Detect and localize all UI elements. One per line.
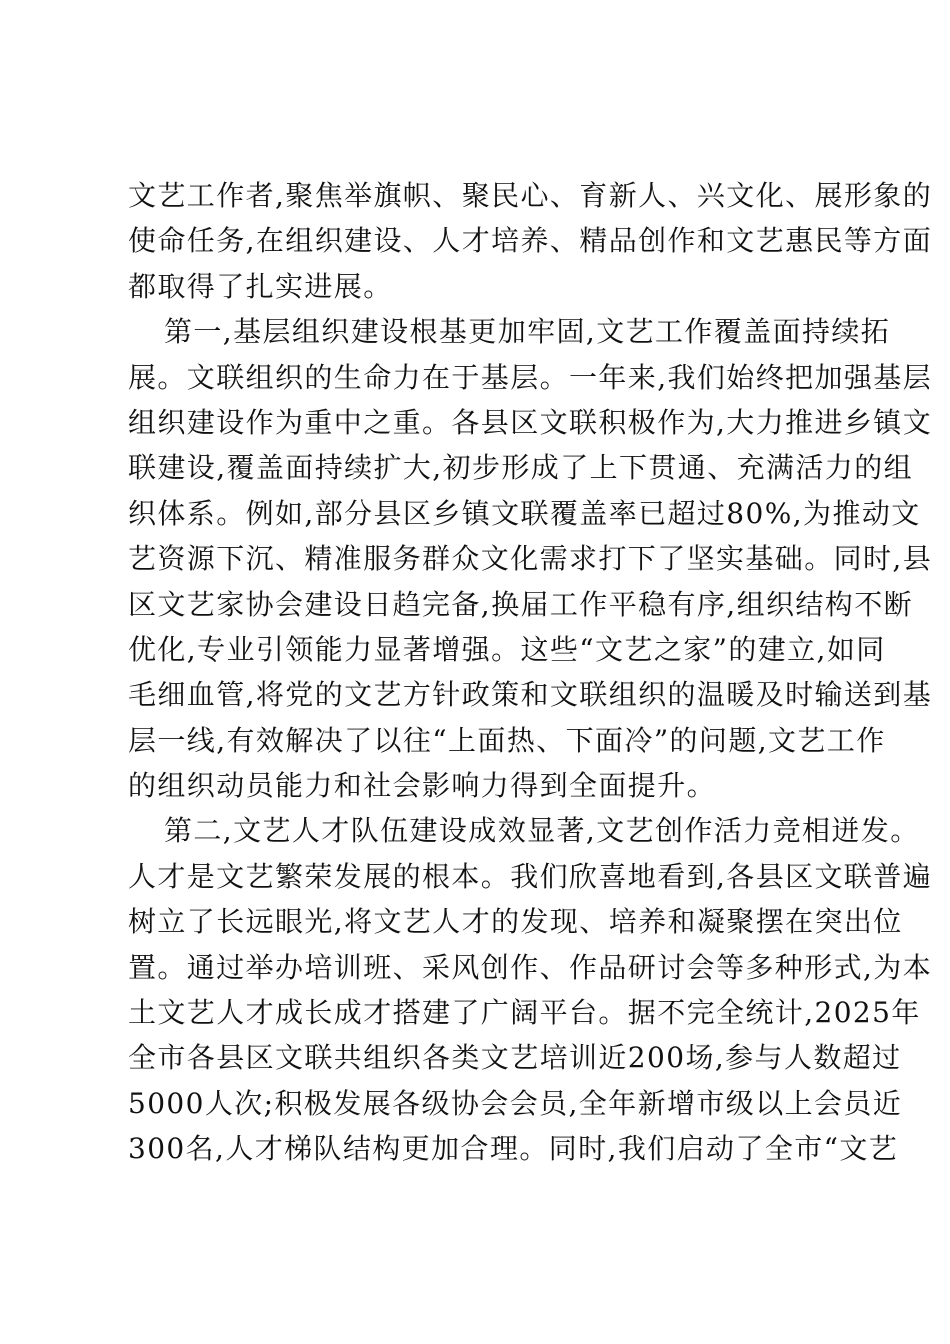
text-line: 置。通过举办培训班、采风创作、作品研讨会等多种形式,为本 <box>128 950 933 984</box>
text-line: 文艺工作者,聚焦举旗帜、聚民心、育新人、兴文化、展形象的 <box>128 179 933 212</box>
text-line: 300名,人才梯队结构更加合理。同时,我们启动了全市“文艺 <box>128 1132 899 1166</box>
paragraph-first-line: 第二,文艺人才队伍建设成效显著,文艺创作活力竞相迸发。 <box>164 814 920 848</box>
text-line: 织体系。例如,部分县区乡镇文联覆盖率已超过80%,为推动文 <box>128 496 921 530</box>
text-line: 都取得了扎实进展。 <box>128 269 393 303</box>
text-line: 人才是文艺繁荣发展的根本。我们欣喜地看到,各县区文联普遍 <box>128 859 933 893</box>
paragraph-first-line: 第一,基层组织建设根基更加牢固,文艺工作覆盖面持续拓 <box>164 315 891 349</box>
text-line: 区文艺家协会建设日趋完备,换届工作平稳有序,组织结构不断 <box>128 587 914 621</box>
text-line: 毛细血管,将党的文艺方针政策和文联组织的温暖及时输送到基 <box>128 678 933 712</box>
text-line: 土文艺人才成长成才搭建了广阔平台。据不完全统计,2025年 <box>128 996 921 1030</box>
text-line: 优化,专业引领能力显著增强。这些“文艺之家”的建立,如同 <box>128 632 886 666</box>
text-line: 层一线,有效解决了以往“上面热、下面冷”的问题,文艺工作 <box>128 723 886 757</box>
text-line: 的组织动员能力和社会影响力得到全面提升。 <box>128 769 717 803</box>
text-line: 树立了长远眼光,将文艺人才的发现、培养和凝聚摆在突出位 <box>128 905 903 939</box>
document-body <box>128 173 933 1172</box>
text-line: 全市各县区文联共组织各类文艺培训近200场,参与人数超过 <box>128 1041 902 1075</box>
text-line: 联建设,覆盖面持续扩大,初步形成了上下贯通、充满活力的组 <box>128 451 914 485</box>
text-line: 组织建设作为重中之重。各县区文联积极作为,大力推进乡镇文 <box>128 405 933 439</box>
text-line: 艺资源下沉、精准服务群众文化需求打下了坚实基础。同时,县 <box>128 542 933 576</box>
text-line: 展。文联组织的生命力在于基层。一年来,我们始终把加强基层 <box>128 360 933 394</box>
text-line: 5000人次;积极发展各级协会会员,全年新增市级以上会员近 <box>128 1086 903 1120</box>
text-line: 使命任务,在组织建设、人才培养、精品创作和文艺惠民等方面 <box>128 224 933 258</box>
